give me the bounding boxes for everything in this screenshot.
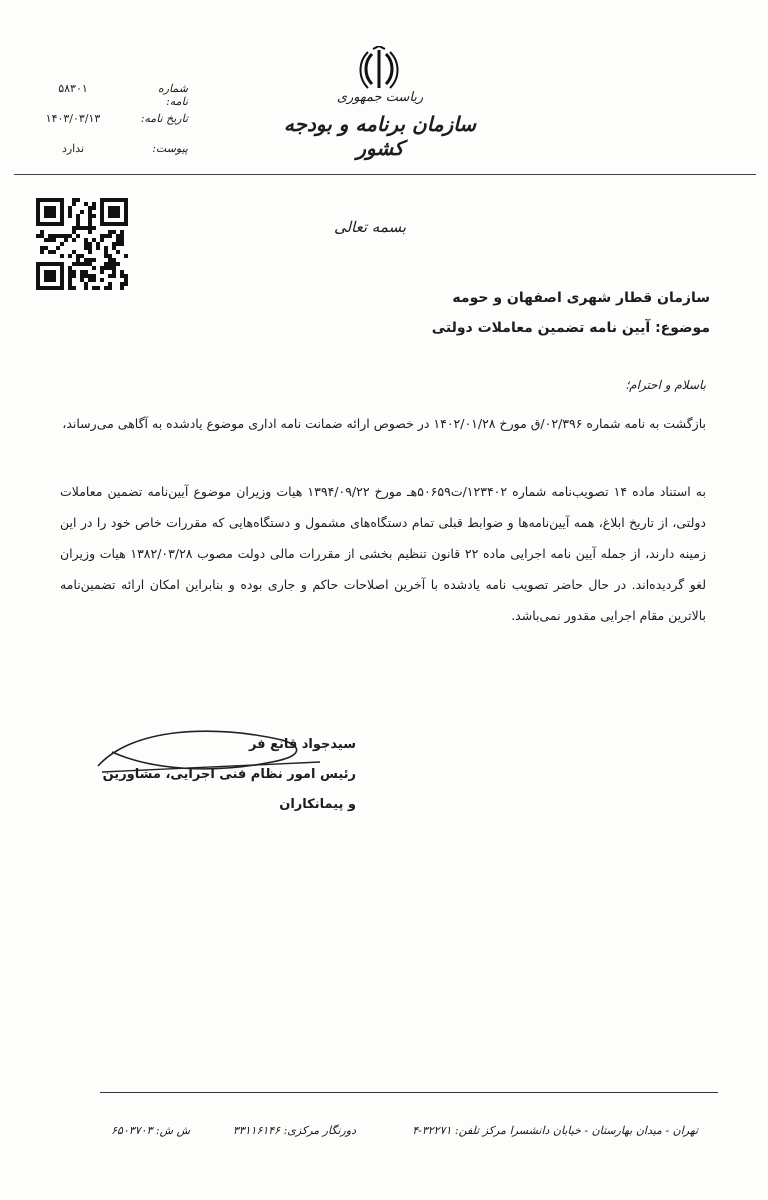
qr-code-icon bbox=[36, 198, 128, 290]
letter-attachment-row bbox=[28, 142, 188, 158]
signer-title-cont: و پیمانکاران bbox=[279, 797, 356, 812]
addressee: سازمان قطار شهری اصفهان و حومه bbox=[452, 290, 710, 306]
letter-attachment-label: پیوست: bbox=[152, 142, 188, 155]
iran-emblem-icon bbox=[356, 46, 402, 92]
signer-title: رئیس امور نظام فنی اجرایی، مشاورین bbox=[102, 767, 356, 782]
body-paragraph: بازگشت به نامه شماره ۰۲/۳۹۶/ق مورخ ۱۴۰۲/۰۱/۲۸ در خصوص ارائه ضمانت نامه اداری موضوع یادشده به آگاهی می‌رساند، bbox=[62, 416, 706, 431]
letter-date-label: تاریخ نامه: bbox=[140, 112, 188, 125]
footer-postal: ش ش: ۶۵۰۳۷۰۳ bbox=[111, 1124, 190, 1137]
letter-date-value: ۱۴۰۳/۰۳/۱۳ bbox=[45, 112, 101, 125]
org-name: سازمان برنامه و بودجه کشور bbox=[283, 112, 477, 160]
letter-number-label: شماره نامه: bbox=[157, 82, 188, 108]
letter-attachment-value: ندارد bbox=[61, 142, 85, 155]
letter-date-row bbox=[28, 112, 188, 128]
greeting: باسلام و احترام؛ bbox=[625, 378, 706, 392]
org-top-line: ریاست جمهوری bbox=[336, 90, 424, 105]
signature-block bbox=[56, 730, 356, 820]
body-paragraph: به استناد ماده ۱۴ تصویب‌نامه شماره ۱۲۳۴۰۲/ت۵۰۶۵۹هـ مورخ ۱۳۹۴/۰۹/۲۲ هیات وزیران موضوع آیین‌نامه تضمین معاملات دولتی، از تاریخ ابلاغ، همه آیین‌نامه‌ها و ضوابط قبلی تمام دستگاه‌های مشمول و دستگاه‌هایی که مقررات خاص خود را در این زمینه دارند، از جمله آیین نامه اجرایی ماده ۲۲ قانون تنظیم بخشی از مقررات مالی دولت مصوب ۱۳۸۲/۰۳/۲۸ هیات وزیران لغو گردیده‌اند. در حال حاضر تصویب نامه یادشده با آخرین اصلاحات حاکم و جاری بوده و بنابراین امکان ارائه تضمین‌نامه بالاترین مقام اجرایی مقدور نمی‌باشد. bbox=[60, 484, 706, 623]
footer-address: تهران - میدان بهارستان - خیابان دانشسرا bbox=[509, 1124, 698, 1137]
footer-divider bbox=[100, 1092, 718, 1093]
subject-line: موضوع: آیین نامه تضمین معاملات دولتی bbox=[431, 320, 710, 336]
signer-name: سیدجواد قانع فر bbox=[248, 737, 356, 752]
letter-number-row bbox=[28, 82, 188, 108]
basmala: بسمه تعالی bbox=[333, 218, 407, 236]
footer-fax: دورنگار مرکزی: ۳۳۱۱۶۱۴۶ bbox=[232, 1124, 356, 1137]
letter-number-value: ۵۸۳۰۱ bbox=[58, 82, 88, 95]
footer-phone: مرکز تلفن: ۳۲۲۷۱-۴ bbox=[412, 1124, 506, 1137]
header-divider bbox=[14, 174, 756, 175]
